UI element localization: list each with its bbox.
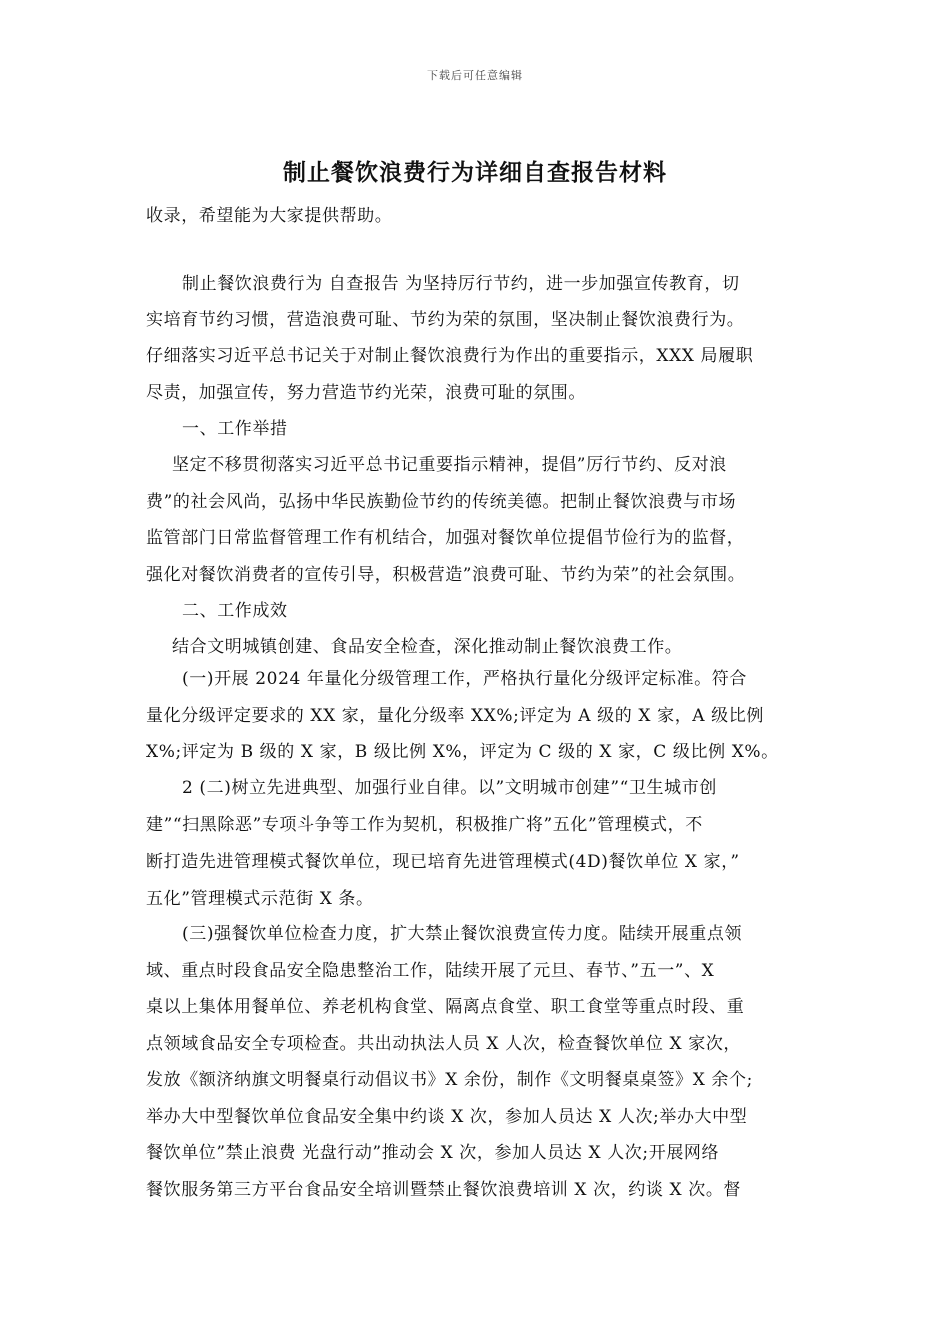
text-line: 域、重点时段食品安全隐患整治工作，陆续开展了元旦、春节、”五一”、X: [146, 961, 715, 981]
text-line: X%;评定为 B 级的 X 家，B 级比例 X%，评定为 C 级的 X 家，C 级比例 X%。: [146, 742, 779, 762]
text-line: 收录，希望能为大家提供帮助。: [146, 206, 393, 226]
text-line: 费”的社会风尚，弘扬中华民族勤俭节约的传统美德。把制止餐饮浪费与市场: [146, 492, 737, 512]
text-line: 2 (二)树立先进典型、加强行业自律。以”文明城市创建”“卫生城市创: [182, 778, 717, 798]
text-line: 监管部门日常监督管理工作有机结合，加强对餐饮单位提倡节俭行为的监督，: [146, 528, 745, 548]
header-note: 下载后可任意编辑: [427, 69, 523, 82]
text-line: 建”“扫黑除恶”专项斗争等工作为契机，积极推广将”五化”管理模式，不: [146, 815, 703, 835]
text-line: 结合文明城镇创建、食品安全检查，深化推动制止餐饮浪费工作。: [172, 637, 683, 657]
section-heading: 一、工作举措: [182, 419, 288, 439]
text-line: 坚定不移贯彻落实习近平总书记重要指示精神，提倡”厉行节约、反对浪: [172, 455, 727, 475]
text-line: 发放《额济纳旗文明餐桌行动倡议书》X 余份，制作《文明餐桌桌签》X 余个;: [146, 1070, 753, 1090]
section-heading: 二、工作成效: [182, 601, 288, 621]
text-line: 实培育节约习惯，营造浪费可耻、节约为荣的氛围，坚决制止餐饮浪费行为。: [146, 310, 745, 330]
text-line: 尽责，加强宣传，努力营造节约光荣，浪费可耻的氛围。: [146, 383, 586, 403]
text-line: 制止餐饮浪费行为 自查报告 为坚持厉行节约，进一步加强宣传教育，切: [182, 274, 740, 294]
text-line: (三)强餐饮单位检查力度，扩大禁止餐饮浪费宣传力度。陆续开展重点领: [182, 924, 743, 944]
text-line: 点领域食品安全专项检查。共出动执法人员 X 人次，检查餐饮单位 X 家次，: [146, 1034, 742, 1054]
text-line: 仔细落实习近平总书记关于对制止餐饮浪费行为作出的重要指示，XXX 局履职: [146, 346, 754, 366]
text-line: 量化分级评定要求的 XX 家，量化分级率 XX%;评定为 A 级的 X 家，A 级比例: [146, 706, 764, 726]
text-line: 餐饮单位”禁止浪费 光盘行动”推动会 X 次，参加人员达 X 人次;开展网络: [146, 1143, 720, 1163]
text-line: 断打造先进管理模式餐饮单位，现已培育先进管理模式(4D)餐饮单位 X 家，”: [146, 852, 740, 872]
text-line: 餐饮服务第三方平台食品安全培训暨禁止餐饮浪费培训 X 次，约谈 X 次。督: [146, 1180, 742, 1200]
text-line: 强化对餐饮消费者的宣传引导，积极营造”浪费可耻、节约为荣”的社会氛围。: [146, 565, 746, 585]
document-title: 制止餐饮浪费行为详细自查报告材料: [283, 160, 667, 186]
text-line: 五化”管理模式示范街 X 条。: [146, 889, 374, 909]
text-line: 桌以上集体用餐单位、养老机构食堂、隔离点食堂、职工食堂等重点时段、重: [146, 997, 745, 1017]
text-line: 举办大中型餐饮单位食品安全集中约谈 X 次，参加人员达 X 人次;举办大中型: [146, 1107, 748, 1127]
text-line: (一)开展 2024 年量化分级管理工作，严格执行量化分级评定标准。符合: [182, 669, 747, 689]
